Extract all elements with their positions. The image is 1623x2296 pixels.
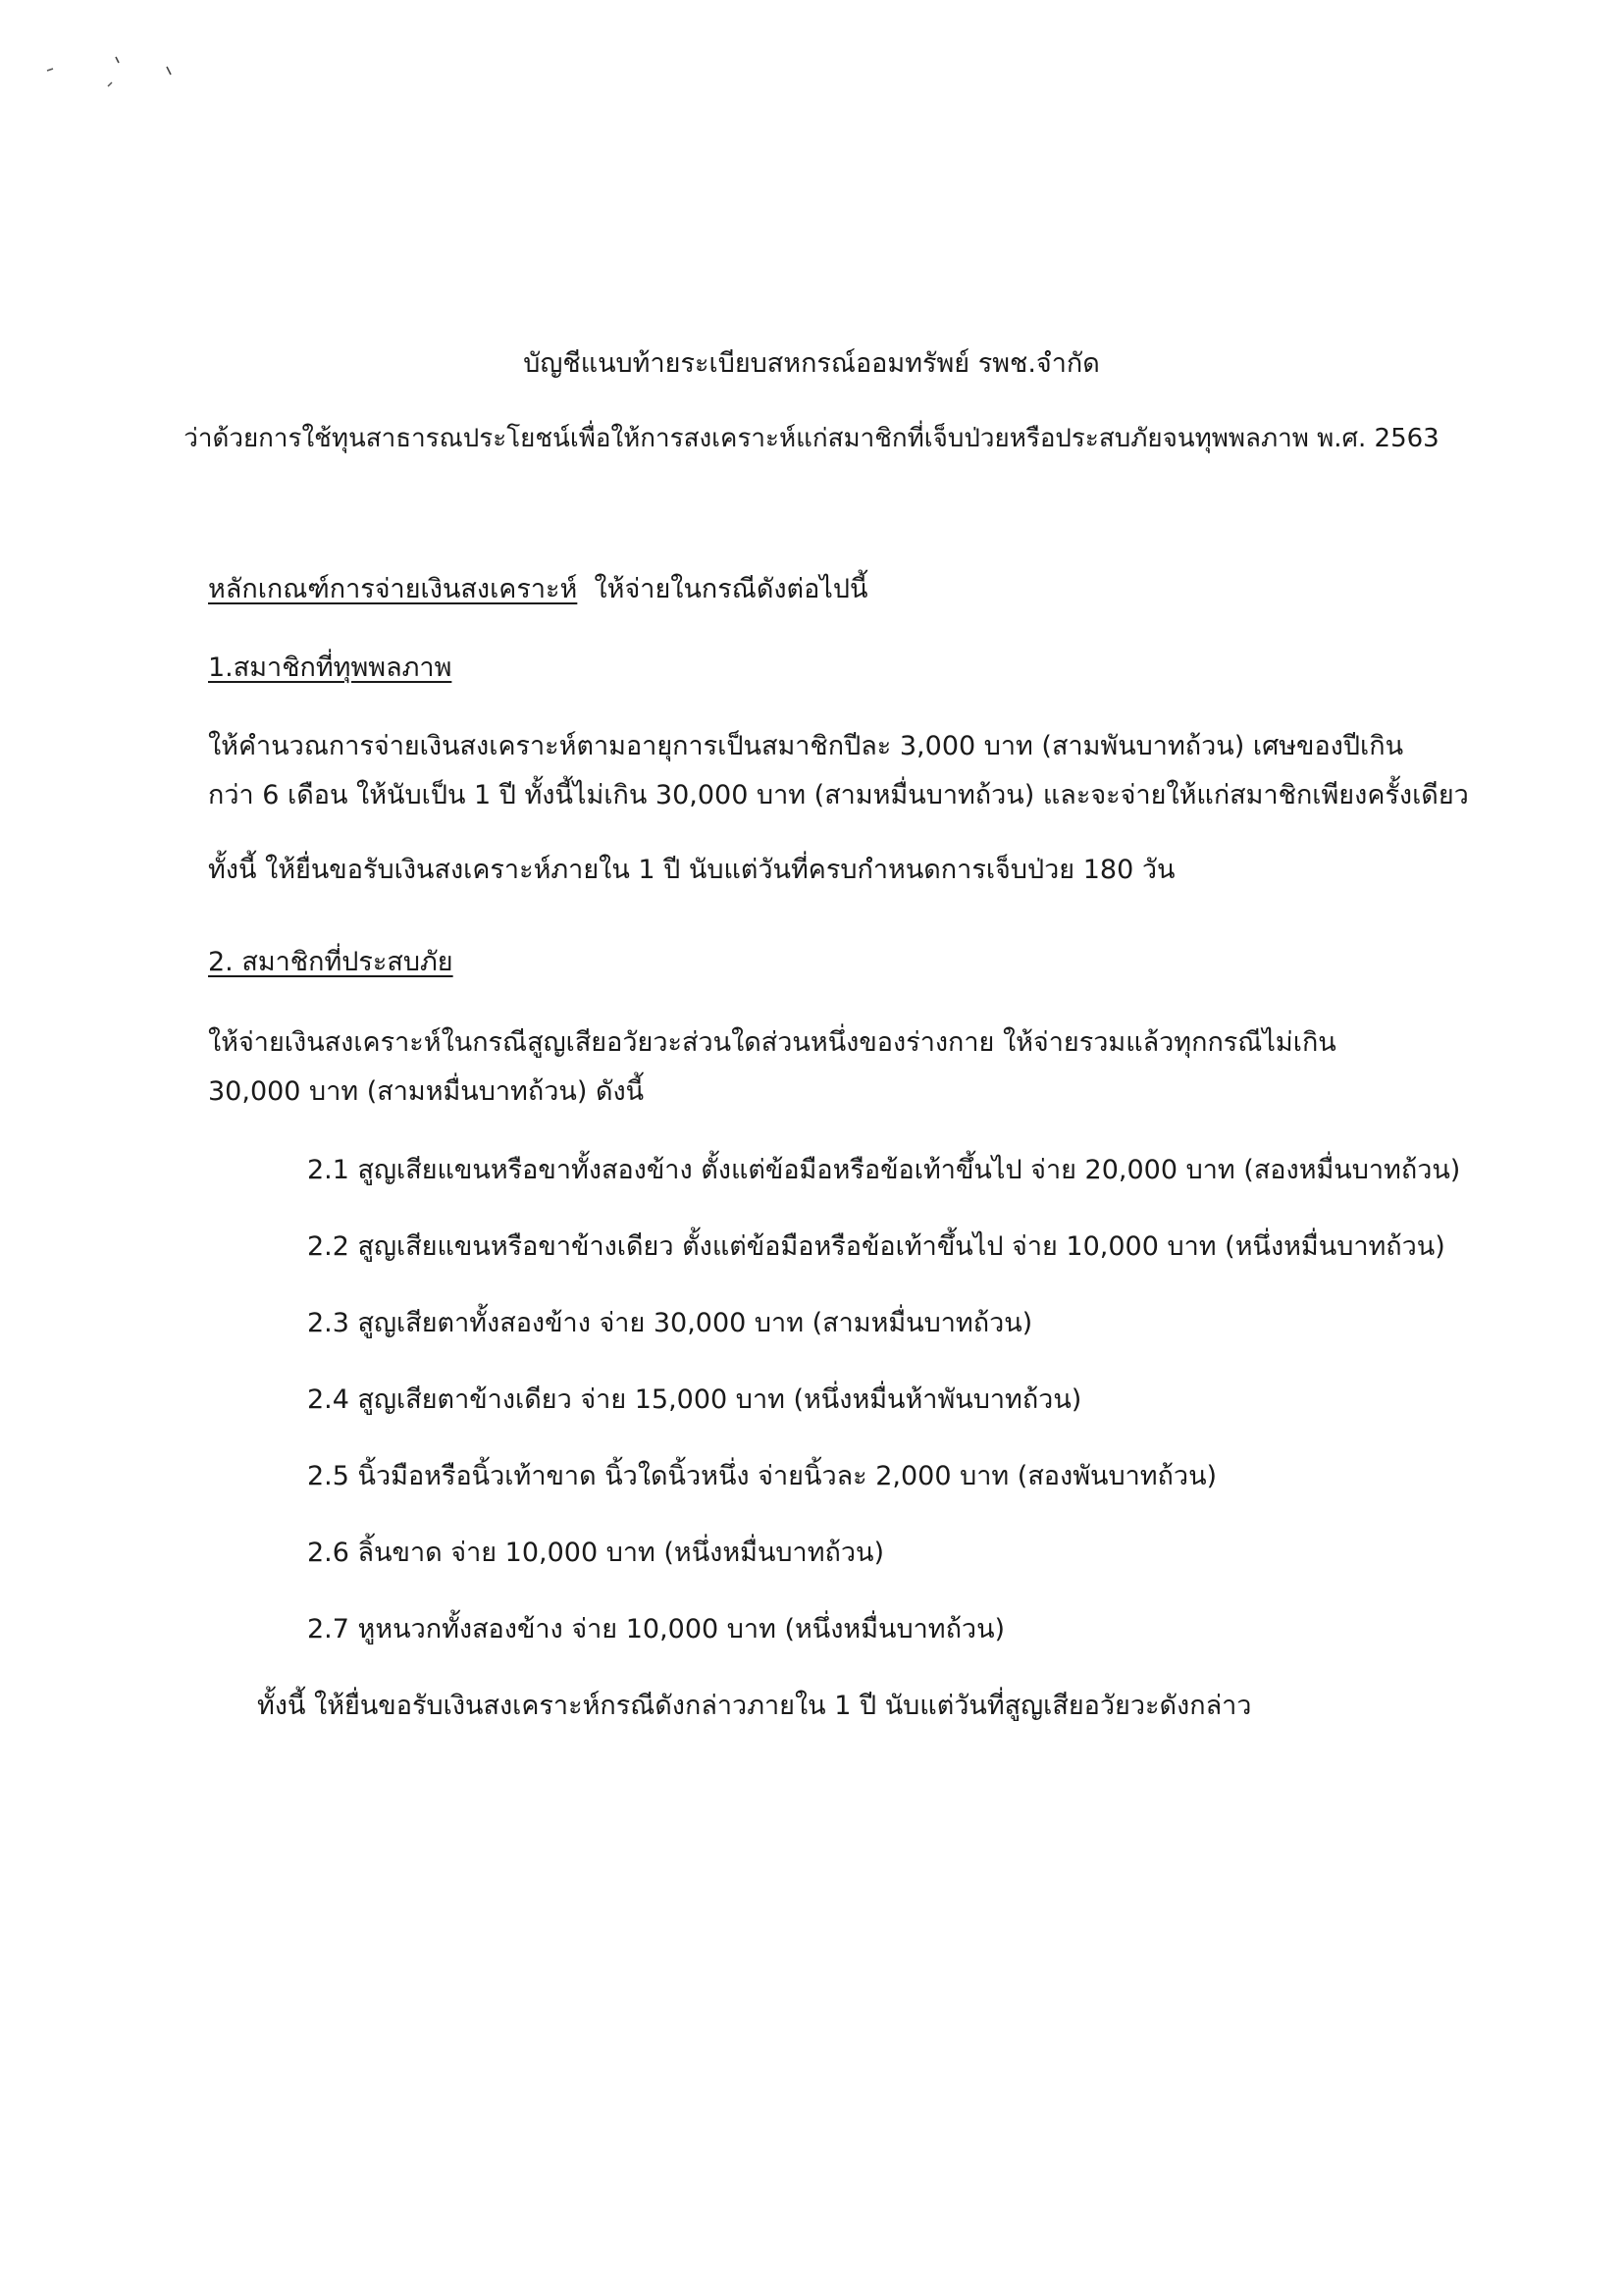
section1-paragraph-line2: กว่า 6 เดือน ให้นับเป็น 1 ปี ทั้งนี้ไม่เกิน 30,000 บาท (สามหมื่นบาทถ้วน) และจะจ่ายให้แก่สมาชิกเพียงครั้งเดียว <box>208 780 1469 810</box>
document-title: บัญชีแนบท้ายระเบียบสหกรณ์ออมทรัพย์ รพช.จำกัด <box>523 348 1100 379</box>
criteria-intro: ให้จ่ายในกรณีดังต่อไปนี้ <box>594 574 868 604</box>
section1-paragraph-line3: ทั้งนี้ ให้ยื่นขอรับเงินสงเคราะห์ภายใน 1 ปี นับแต่วันที่ครบกำหนดการเจ็บป่วย 180 วัน <box>208 855 1176 885</box>
section2-item: 2.4 สูญเสียตาข้างเดียว จ่าย 15,000 บาท (หนึ่งหมื่นห้าพันบาทถ้วน) <box>307 1384 1082 1415</box>
section2-item: 2.1 สูญเสียแขนหรือขาทั้งสองข้าง ตั้งแต่ข้อมือหรือข้อเท้าขึ้นไป จ่าย 20,000 บาท (สองหมื่นบาทถ้วน) <box>307 1155 1461 1185</box>
section2-item: 2.2 สูญเสียแขนหรือขาข้างเดียว ตั้งแต่ข้อมือหรือข้อเท้าขึ้นไป จ่าย 10,000 บาท (หนึ่งหมื่นบาทถ้วน) <box>307 1231 1445 1262</box>
document-subtitle: ว่าด้วยการใช้ทุนสาธารณประโยชน์เพื่อให้การสงเคราะห์แก่สมาชิกที่เจ็บป่วยหรือประสบภัยจนทุพพลภาพ พ.ศ. 2563 <box>183 424 1440 453</box>
criteria-heading: หลักเกณฑ์การจ่ายเงินสงเคราะห์ <box>208 574 578 604</box>
section2-heading: 2. สมาชิกที่ประสบภัย <box>208 947 453 977</box>
scan-specks <box>39 49 196 98</box>
section2-closing: ทั้งนี้ ให้ยื่นขอรับเงินสงเคราะห์กรณีดังกล่าวภายใน 1 ปี นับแต่วันที่สูญเสียอวัยวะดังกล่าว <box>257 1691 1252 1721</box>
section1-paragraph-line1: ให้คำนวณการจ่ายเงินสงเคราะห์ตามอายุการเป็นสมาชิกปีละ 3,000 บาท (สามพันบาทถ้วน) เศษของปีเกิน <box>208 731 1404 761</box>
section2-item: 2.5 นิ้วมือหรือนิ้วเท้าขาด นิ้วใดนิ้วหนึ่ง จ่ายนิ้วละ 2,000 บาท (สองพันบาทถ้วน) <box>307 1461 1218 1491</box>
section2-item: 2.7 หูหนวกทั้งสองข้าง จ่าย 10,000 บาท (หนึ่งหมื่นบาทถ้วน) <box>307 1614 1006 1644</box>
section2-item: 2.6 ลิ้นขาด จ่าย 10,000 บาท (หนึ่งหมื่นบาทถ้วน) <box>307 1538 885 1568</box>
section2-paragraph-line1: ให้จ่ายเงินสงเคราะห์ในกรณีสูญเสียอวัยวะส่วนใดส่วนหนึ่งของร่างกาย ให้จ่ายรวมแล้วทุกกรณีไม่เกิน <box>208 1027 1336 1058</box>
section2-item: 2.3 สูญเสียตาทั้งสองข้าง จ่าย 30,000 บาท (สามหมื่นบาทถ้วน) <box>307 1308 1033 1338</box>
section1-heading: 1.สมาชิกที่ทุพพลภาพ <box>208 652 452 683</box>
criteria-line <box>208 571 867 608</box>
section2-paragraph-line2: 30,000 บาท (สามหมื่นบาทถ้วน) ดังนี้ <box>208 1076 645 1107</box>
